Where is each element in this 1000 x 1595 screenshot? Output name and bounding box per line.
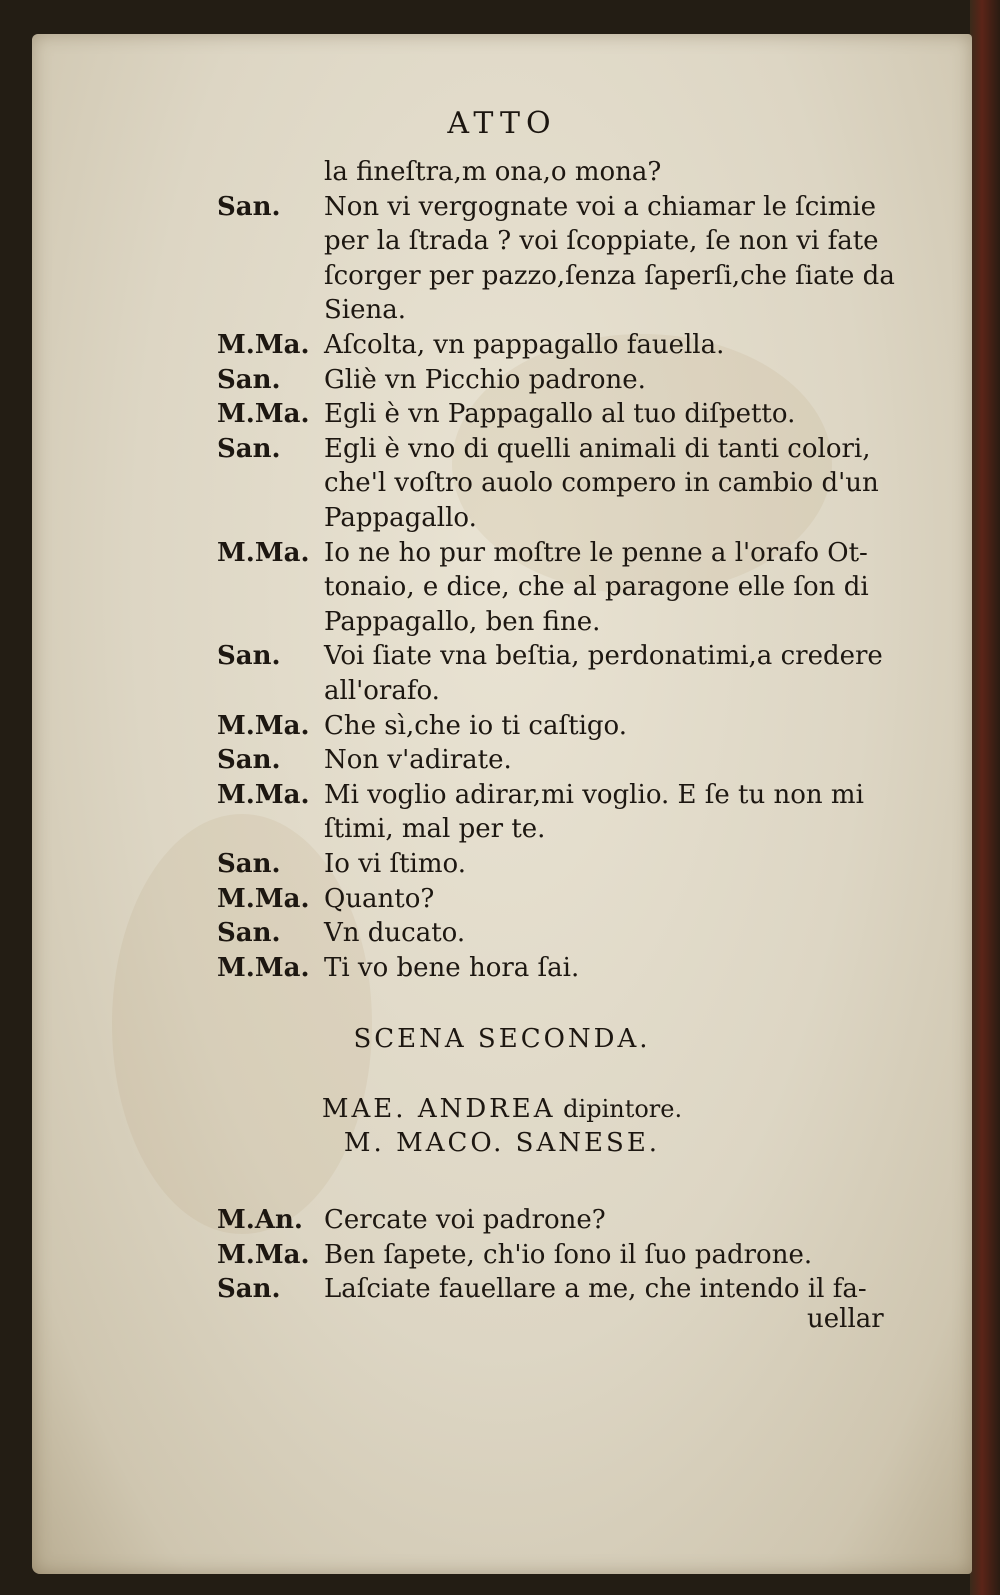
speech-text: Quanto?	[324, 883, 435, 914]
speech-text: che'l voſtro auolo compero in cambio d'un	[324, 468, 879, 499]
speech-text: Gliè vn Picchio padrone.	[324, 364, 646, 395]
speaker-label: M.Ma.	[217, 537, 310, 568]
speech-text: Vn ducato.	[324, 918, 466, 949]
running-head: ATTO	[447, 106, 557, 141]
speech-text: Pappagallo, ben fine.	[324, 606, 601, 637]
speech-text: Egli è vn Pappagallo al tuo diſpetto.	[324, 399, 796, 430]
speech-text: Laſciate fauellare a me, che intendo il fa-	[324, 1274, 867, 1305]
speech-text: Pappagallo.	[324, 503, 477, 533]
dialogue-line	[32, 1271, 972, 1307]
speaker-label: M.Ma.	[217, 883, 310, 914]
speech-text: ſcorger per pazzo,ſenza ſaperſi,che ſiate da	[324, 260, 895, 291]
speaker-label: San.	[217, 849, 281, 879]
speech-text: Siena.	[324, 295, 407, 326]
dialogue-line	[32, 742, 972, 778]
speech-text: tonaio, e dice, che al paragone elle ſon di	[324, 572, 869, 603]
dialogue-line	[32, 465, 972, 501]
speaker-label: San.	[217, 364, 281, 395]
dialogue-line	[32, 915, 972, 951]
book-edge	[970, 0, 1000, 1595]
dialogue-line	[32, 846, 972, 882]
speech-text: la fineſtra,m ona,o mona?	[324, 157, 662, 187]
dialogue-line	[32, 1237, 972, 1273]
dialogue-line	[32, 604, 972, 640]
dialogue-line	[32, 673, 972, 709]
dialogue-line	[32, 292, 972, 328]
dialogue-body	[32, 34, 972, 1574]
speech-text: per la ſtrada ? voi ſcoppiate, ſe non vi fate	[324, 226, 879, 257]
dialogue-line	[32, 327, 972, 363]
speaker-label: San.	[217, 745, 281, 776]
speech-text: Aſcolta, vn pappagallo fauella.	[324, 330, 725, 360]
speaker-label: San.	[217, 918, 281, 949]
dialogue-line	[32, 154, 972, 190]
speech-text: Io vi ſtimo.	[324, 849, 466, 879]
speech-text: Non v'adirate.	[324, 745, 512, 776]
speech-text: Che sì,che io ti caſtigo.	[324, 710, 627, 741]
dialogue-line	[32, 708, 972, 744]
speaker-label: M.Ma.	[217, 952, 310, 983]
speech-text: Cercate voi padrone?	[324, 1205, 606, 1235]
speaker-label: San.	[217, 433, 281, 464]
speech-text: all'orafo.	[324, 676, 440, 706]
speaker-label: M.Ma.	[217, 330, 310, 360]
cast-line: M. MACO. SANESE.	[343, 1128, 661, 1158]
speech-text: Ti vo bene hora ſai.	[324, 952, 580, 983]
scene-title: SCENA SECONDA.	[353, 1024, 651, 1054]
speaker-label: M.Ma.	[217, 710, 310, 741]
dialogue-line	[32, 777, 972, 813]
dialogue-line	[32, 1202, 972, 1238]
dialogue-line	[32, 223, 972, 259]
dialogue-line	[32, 535, 972, 571]
dialogue-line	[32, 569, 972, 605]
speech-text: Non vi vergognate voi a chiamar le ſcimie	[324, 191, 876, 222]
speaker-label: M.Ma.	[217, 1239, 310, 1270]
speaker-label: M.Ma.	[217, 779, 310, 810]
cast-role: dipintore.	[555, 1095, 683, 1123]
dialogue-line	[32, 950, 972, 986]
speech-text: Voi ſiate vna beſtia, perdonatimi,a credere	[324, 641, 883, 672]
speaker-label: San.	[217, 191, 281, 222]
dialogue-line	[32, 811, 972, 847]
dialogue-line	[32, 500, 972, 536]
dialogue-line	[32, 396, 972, 432]
cast-name: MAE. ANDREA	[321, 1094, 556, 1124]
speaker-label: San.	[217, 641, 281, 672]
dialogue-line	[32, 362, 972, 398]
catchword: uellar	[807, 1304, 884, 1334]
dialogue-line	[32, 189, 972, 225]
dialogue-line	[32, 258, 972, 294]
speech-text: ſtimi, mal per te.	[324, 814, 546, 845]
dialogue-line	[32, 881, 972, 917]
book-page	[32, 34, 972, 1574]
speech-text: Ben ſapete, ch'io ſono il ſuo padrone.	[324, 1239, 813, 1270]
speaker-label: San.	[217, 1274, 281, 1305]
speaker-label: M.An.	[217, 1205, 303, 1235]
cast-line	[32, 1094, 972, 1124]
speech-text: Egli è vno di quelli animali di tanti colori,	[324, 433, 871, 464]
speech-text: Mi voglio adirar,mi voglio. E ſe tu non mi	[324, 779, 864, 810]
dialogue-line	[32, 638, 972, 674]
dialogue-line	[32, 431, 972, 467]
speaker-label: M.Ma.	[217, 399, 310, 430]
speech-text: Io ne ho pur moſtre le penne a l'orafo Ot-	[324, 537, 868, 568]
